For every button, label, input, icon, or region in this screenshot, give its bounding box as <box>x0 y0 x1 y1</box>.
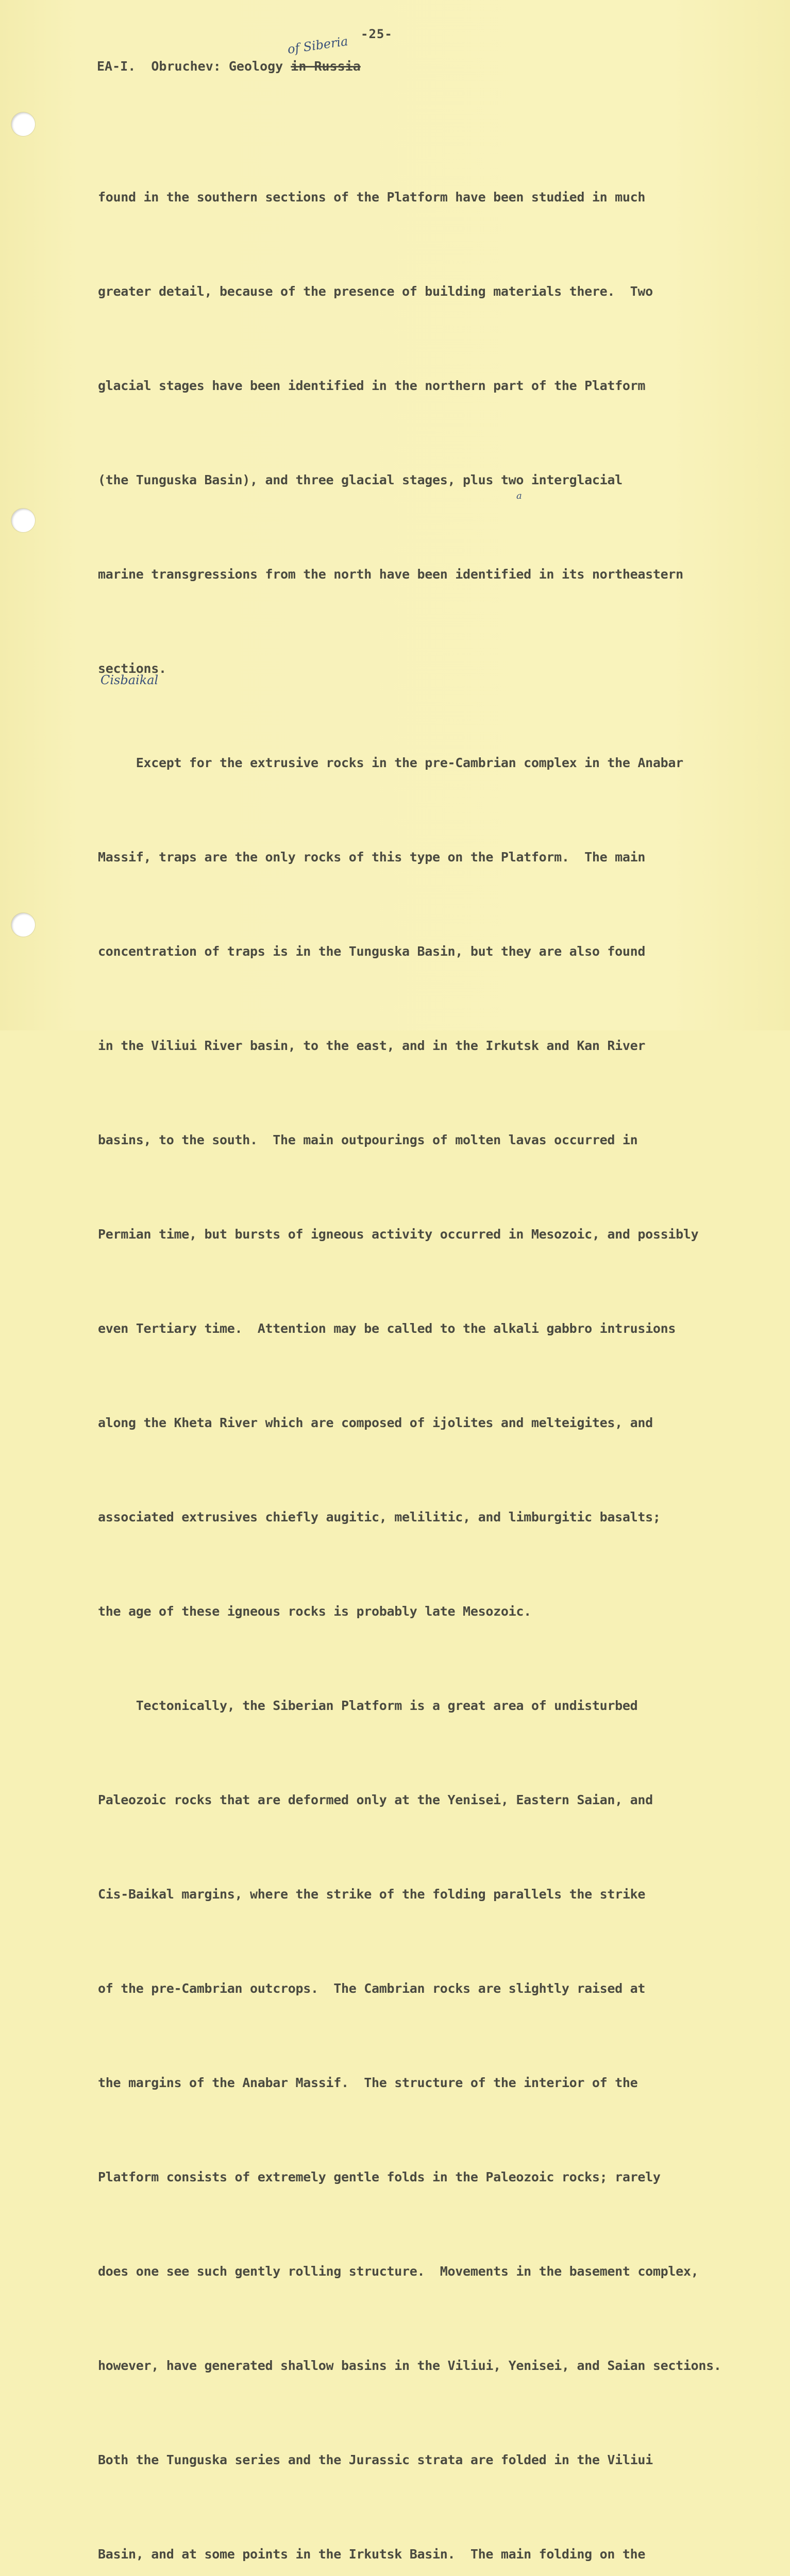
body-text <box>98 118 763 2576</box>
text-line: sections. <box>98 661 166 676</box>
text-line: along the Kheta River which are composed of ijolites and melteigites, and <box>98 1415 653 1430</box>
text-line: (the Tunguska Basin), and three glacial stages, plus two interglacial <box>98 472 623 487</box>
text-line: Platform consists of extremely gentle folds in the Paleozoic rocks; rarely <box>98 2170 661 2184</box>
binder-hole-top <box>11 112 35 136</box>
text-line: even Tertiary time. Attention may be called to the alkali gabbro intrusions <box>98 1321 676 1336</box>
text-line: Cis-Baikal margins, where the strike of the folding parallels the strike <box>98 1887 646 1902</box>
text-line: Massif, traps are the only rocks of this type on the Platform. The main <box>98 850 646 865</box>
text-line: of the pre-Cambrian outcrops. The Cambrian rocks are slightly raised at <box>98 1981 646 1996</box>
running-head <box>97 59 361 74</box>
handwritten-letter-correction: a <box>516 490 522 501</box>
text-line: glacial stages have been identified in the northern part of the Platform <box>98 378 646 393</box>
text-line: the age of these igneous rocks is probably late Mesozoic. <box>98 1604 531 1619</box>
running-head-struck-text: in Russia <box>291 59 361 74</box>
text-line: Except for the extrusive rocks in the pre-Cambrian complex in the Anabar <box>98 755 683 770</box>
text-line: the margins of the Anabar Massif. The structure of the interior of the <box>98 2075 638 2090</box>
text-line: greater detail, because of the presence of building materials there. Two <box>98 284 653 299</box>
text-line: however, have generated shallow basins in the Viliui, Yenisei, and Saian sections. <box>98 2358 721 2373</box>
binder-hole-bottom <box>11 913 35 937</box>
text-line: associated extrusives chiefly augitic, melilitic, and limburgitic basalts; <box>98 1510 661 1524</box>
text-line: Permian time, but bursts of igneous activity occurred in Mesozoic, and possibly <box>98 1227 699 1242</box>
text-line: concentration of traps is in the Tunguska Basin, but they are also found <box>98 944 646 959</box>
text-line: does one see such gently rolling structure. Movements in the basement complex, <box>98 2264 699 2279</box>
text-line: Both the Tunguska series and the Jurassic strata are folded in the Viliui <box>98 2452 653 2467</box>
binder-hole-middle <box>11 509 35 532</box>
text-line: Tectonically, the Siberian Platform is a great area of undisturbed <box>98 1698 638 1713</box>
text-line: found in the southern sections of the Platform have been studied in much <box>98 190 646 205</box>
text-line: Basin, and at some points in the Irkutsk Basin. The main folding on the <box>98 2547 646 2562</box>
running-head-text: EA-I. Obruchev: Geology <box>97 59 291 74</box>
text-line: basins, to the south. The main outpourings of molten lavas occurred in <box>98 1132 638 1147</box>
page-number: -25- <box>361 27 393 41</box>
text-line: Paleozoic rocks that are deformed only at the Yenisei, Eastern Saian, and <box>98 1792 653 1807</box>
text-line: in the Viliui River basin, to the east, and in the Irkutsk and Kan River <box>98 1038 646 1053</box>
handwritten-title-insert: of Siberia <box>287 33 349 57</box>
handwritten-cisbaikal-insert: Cisbaikal <box>100 673 159 687</box>
text-line: marine transgressions from the north have been identified in its northeastern <box>98 567 683 582</box>
